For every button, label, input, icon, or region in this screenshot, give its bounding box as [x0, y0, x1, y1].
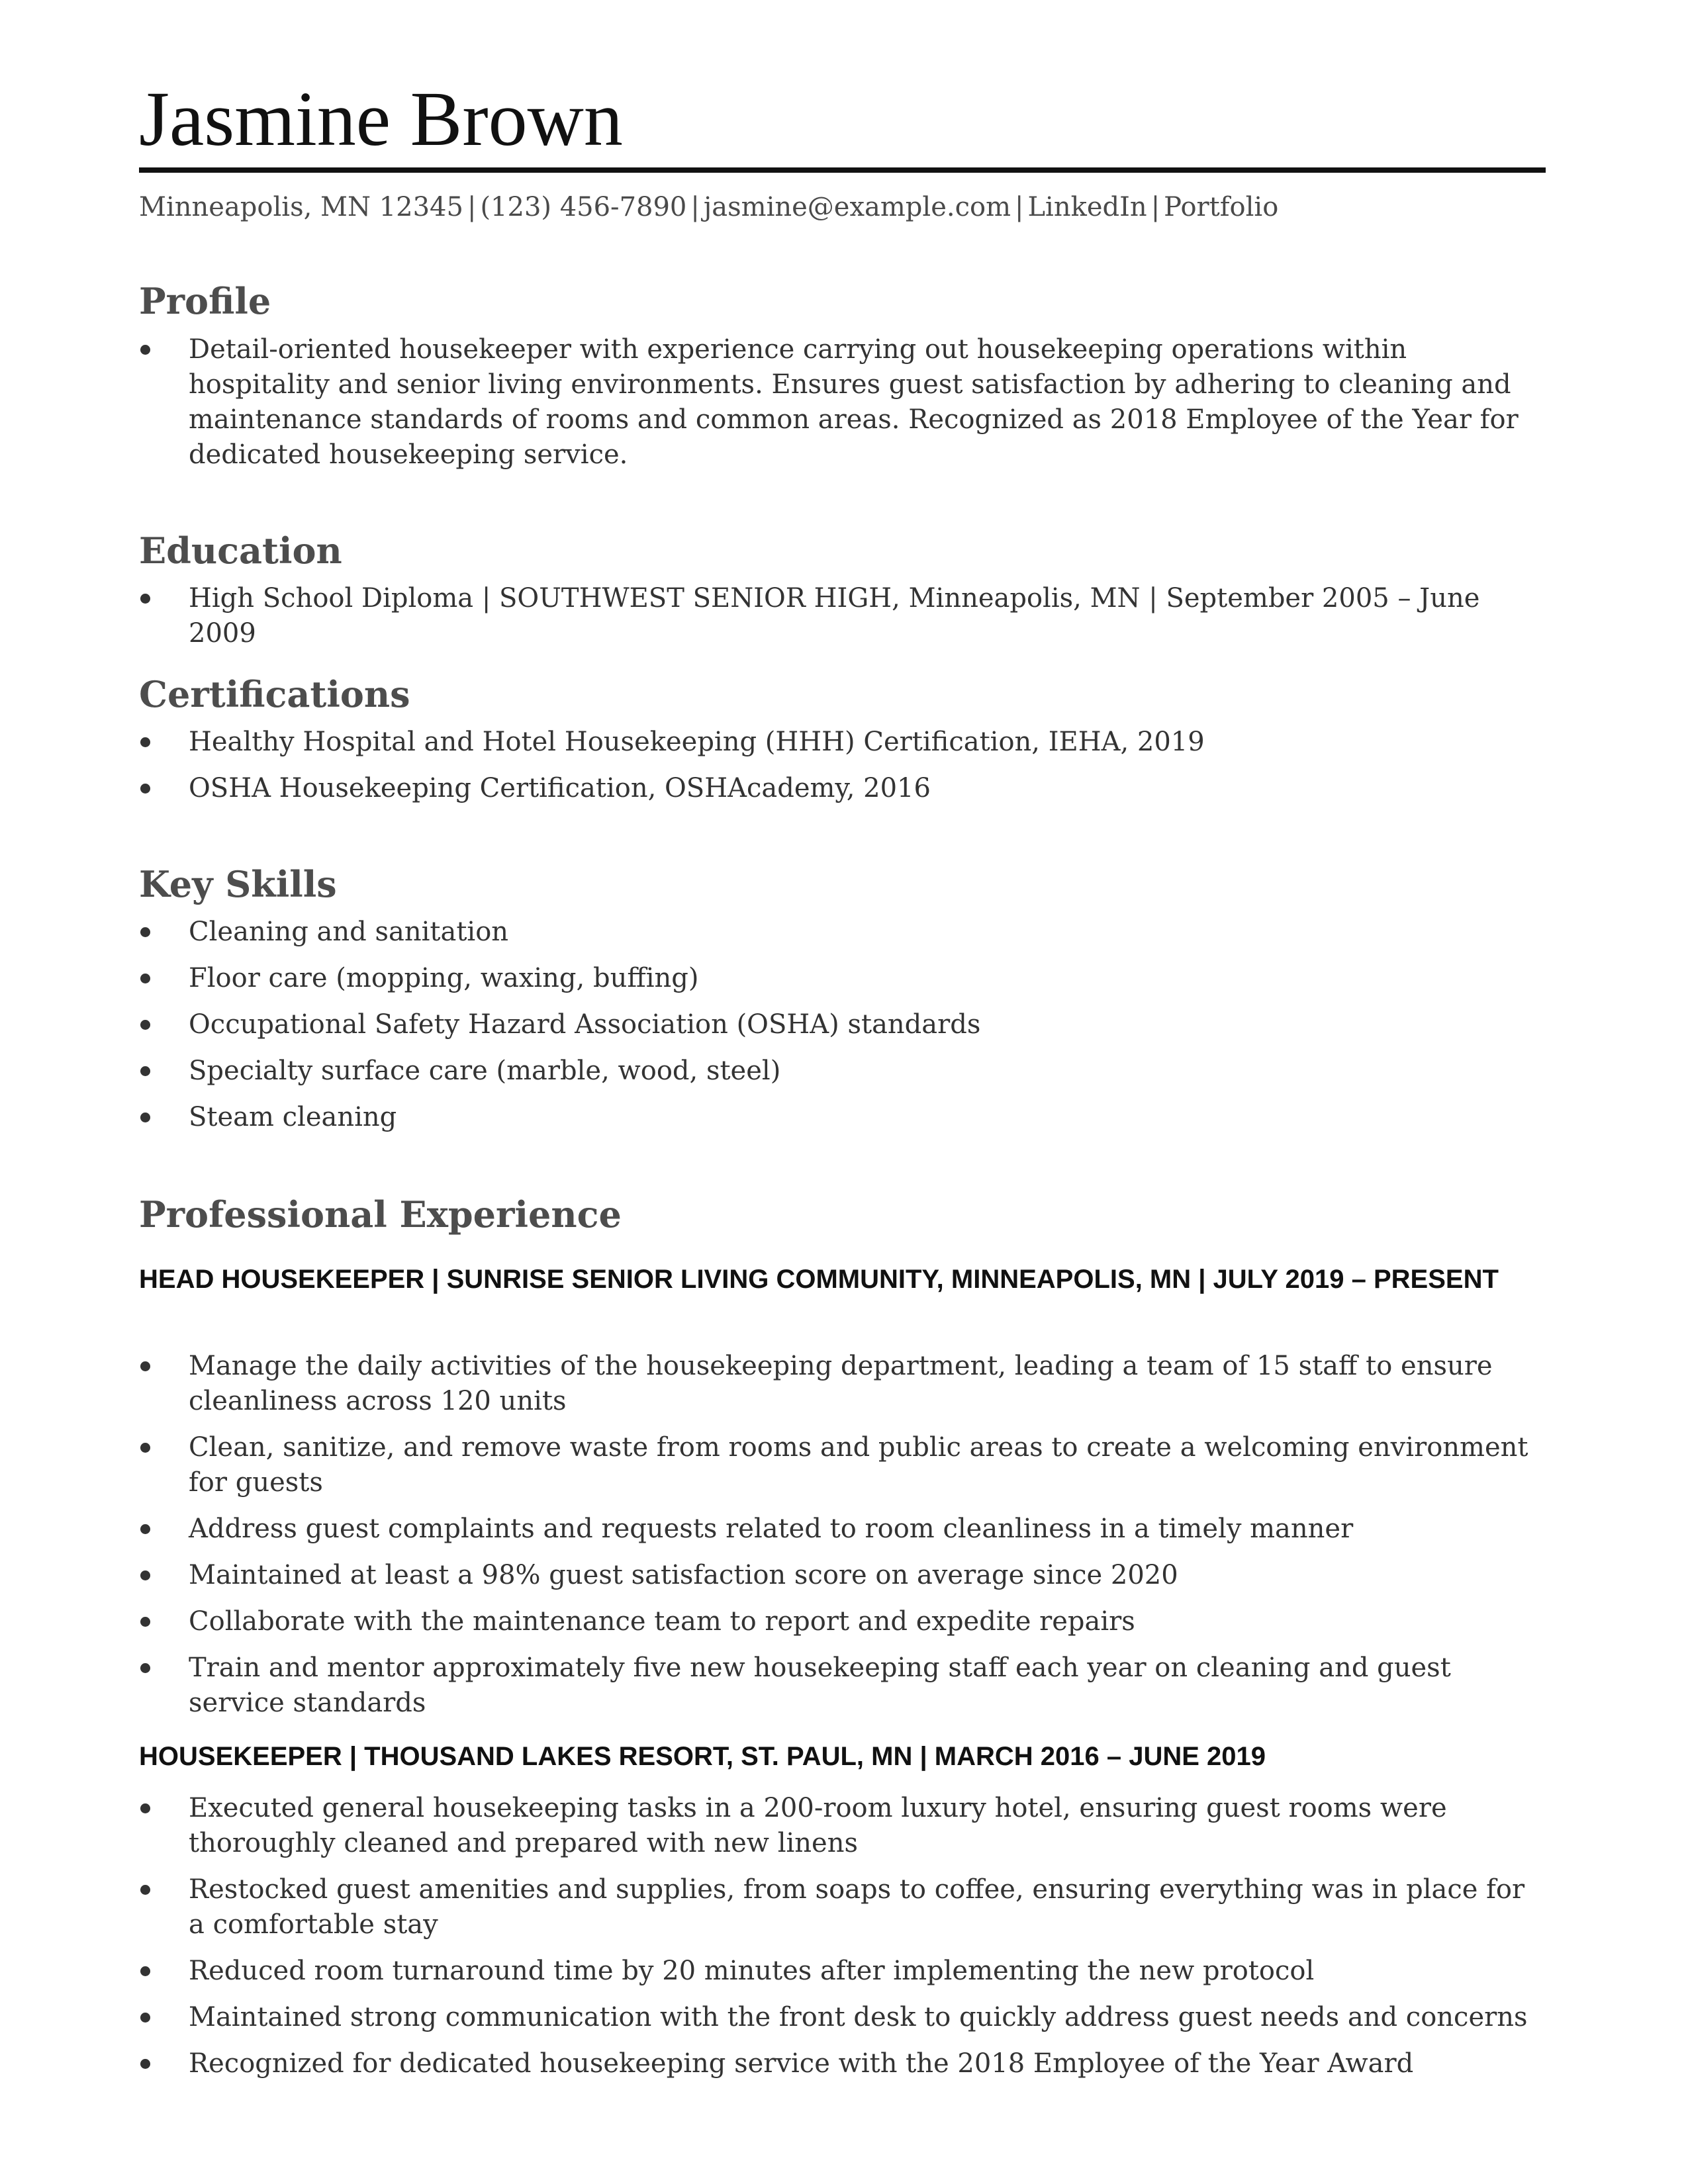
list-item [139, 1604, 1546, 1639]
list-item-text: Executed general housekeeping tasks in a 200-room luxury hotel, ensuring guest rooms were thoroughly cleaned and prepared with new linens [189, 1793, 1447, 1858]
education-list [139, 581, 1546, 662]
list-item-text: Train and mentor approximately five new housekeeping staff each year on cleaning and guest service standards [189, 1653, 1451, 1718]
list-item-text: Steam cleaning [189, 1102, 397, 1132]
contact-line [139, 189, 1278, 225]
profile-list [139, 332, 1546, 484]
list-item-text: OSHA Housekeeping Certification, OSHAcademy, 2016 [189, 773, 931, 803]
list-item [139, 1872, 1546, 1942]
contact-email-link[interactable]: jasmine@example.com [703, 192, 1011, 222]
list-item-text: Restocked guest amenities and supplies, from soaps to coffee, ensuring everything was in place for a comfortable stay [189, 1874, 1525, 1940]
bullet-icon [140, 1066, 150, 1076]
list-item-text: Address guest complaints and requests related to room cleanliness in a timely manner [189, 1514, 1354, 1544]
list-item-text: Detail-oriented housekeeper with experience carrying out housekeeping operations within hospitality and senior living environments. Ensures guest satisfaction by adhering to cleaning and maintenance standards of rooms and common areas. Recognized as 2018 Employee of the Year for dedicated housekeeping service. [189, 334, 1519, 470]
bullet-icon [140, 1885, 150, 1895]
bullet-icon [140, 1966, 150, 1976]
contact-phone: (123) 456-7890 [480, 192, 687, 222]
job-duties-list [139, 1791, 1546, 2093]
contact-separator: | [1150, 192, 1160, 222]
list-item-text: Reduced room turnaround time by 20 minutes after implementing the new protocol [189, 1956, 1315, 1986]
job-heading: HOUSEKEEPER | THOUSAND LAKES RESORT, ST. PAUL, MN | MARCH 2016 – JUNE 2019 [139, 1742, 1266, 1771]
list-item-text: Cleaning and sanitation [189, 917, 509, 947]
bullet-icon [140, 1113, 150, 1122]
job-heading: HEAD HOUSEKEEPER | SUNRISE SENIOR LIVING COMMUNITY, MINNEAPOLIS, MN | JULY 2019 – PRESENT [139, 1265, 1499, 1294]
list-item [139, 1791, 1546, 1861]
list-item [139, 1558, 1546, 1593]
bullet-icon [140, 1443, 150, 1453]
contact-portfolio-link[interactable]: Portfolio [1164, 192, 1279, 222]
job-duties-list [139, 1349, 1546, 1732]
bullet-icon [140, 1020, 150, 1030]
list-item [139, 1430, 1546, 1500]
bullet-icon [140, 2059, 150, 2069]
contact-linkedin-link[interactable]: LinkedIn [1027, 192, 1147, 222]
list-item [139, 1100, 1546, 1135]
list-item [139, 1054, 1546, 1089]
bullet-icon [140, 1803, 150, 1813]
list-item-text: Clean, sanitize, and remove waste from rooms and public areas to create a welcoming environment for guests [189, 1432, 1528, 1498]
list-item-text: Maintained at least a 98% guest satisfaction score on average since 2020 [189, 1560, 1178, 1590]
candidate-name: Jasmine Brown [139, 75, 623, 162]
list-item-text: Specialty surface care (marble, wood, steel) [189, 1056, 781, 1086]
contact-location: Minneapolis, MN 12345 [139, 192, 463, 222]
section-title-certifications: Certifications [139, 673, 410, 715]
list-item-text: Healthy Hospital and Hotel Housekeeping (HHH) Certification, IEHA, 2019 [189, 727, 1205, 757]
list-item-text: Maintained strong communication with the front desk to quickly address guest needs and concerns [189, 2002, 1528, 2032]
list-item [139, 1512, 1546, 1547]
list-item-text: Occupational Safety Hazard Association (OSHA) standards [189, 1009, 981, 1040]
list-item-text: Floor care (mopping, waxing, buffing) [189, 963, 699, 993]
certifications-list [139, 725, 1546, 817]
contact-separator: | [1015, 192, 1024, 222]
list-item [139, 725, 1546, 760]
list-item [139, 2000, 1546, 2035]
list-item-text: High School Diploma | SOUTHWEST SENIOR HIGH, Minneapolis, MN | September 2005 – June 2009 [189, 583, 1480, 649]
list-item [139, 915, 1546, 950]
list-item [139, 1954, 1546, 1989]
name-divider [139, 167, 1546, 173]
bullet-icon [140, 784, 150, 794]
bullet-icon [140, 1570, 150, 1580]
bullet-icon [140, 2013, 150, 2023]
list-item [139, 771, 1546, 806]
bullet-icon [140, 974, 150, 983]
list-item [139, 1651, 1546, 1721]
list-item-text: Collaborate with the maintenance team to report and expedite repairs [189, 1606, 1135, 1637]
section-title-profile: Profile [139, 280, 271, 322]
list-item [139, 961, 1546, 996]
bullet-icon [140, 1663, 150, 1673]
section-title-education: Education [139, 529, 342, 572]
contact-separator: | [690, 192, 700, 222]
bullet-icon [140, 345, 150, 355]
contact-separator: | [467, 192, 477, 222]
list-item [139, 581, 1546, 651]
list-item [139, 2046, 1546, 2081]
bullet-icon [140, 1617, 150, 1627]
bullet-icon [140, 927, 150, 937]
list-item [139, 332, 1546, 473]
bullet-icon [140, 1524, 150, 1534]
list-item [139, 1349, 1546, 1419]
bullet-icon [140, 1361, 150, 1371]
section-title-experience: Professional Experience [139, 1193, 622, 1236]
list-item [139, 1007, 1546, 1042]
section-title-skills: Key Skills [139, 863, 337, 905]
list-item-text: Recognized for dedicated housekeeping service with the 2018 Employee of the Year Award [189, 2048, 1414, 2079]
bullet-icon [140, 594, 150, 604]
list-item-text: Manage the daily activities of the housekeeping department, leading a team of 15 staff to ensure cleanliness across 120 units [189, 1351, 1493, 1416]
bullet-icon [140, 737, 150, 747]
skills-list [139, 915, 1546, 1146]
